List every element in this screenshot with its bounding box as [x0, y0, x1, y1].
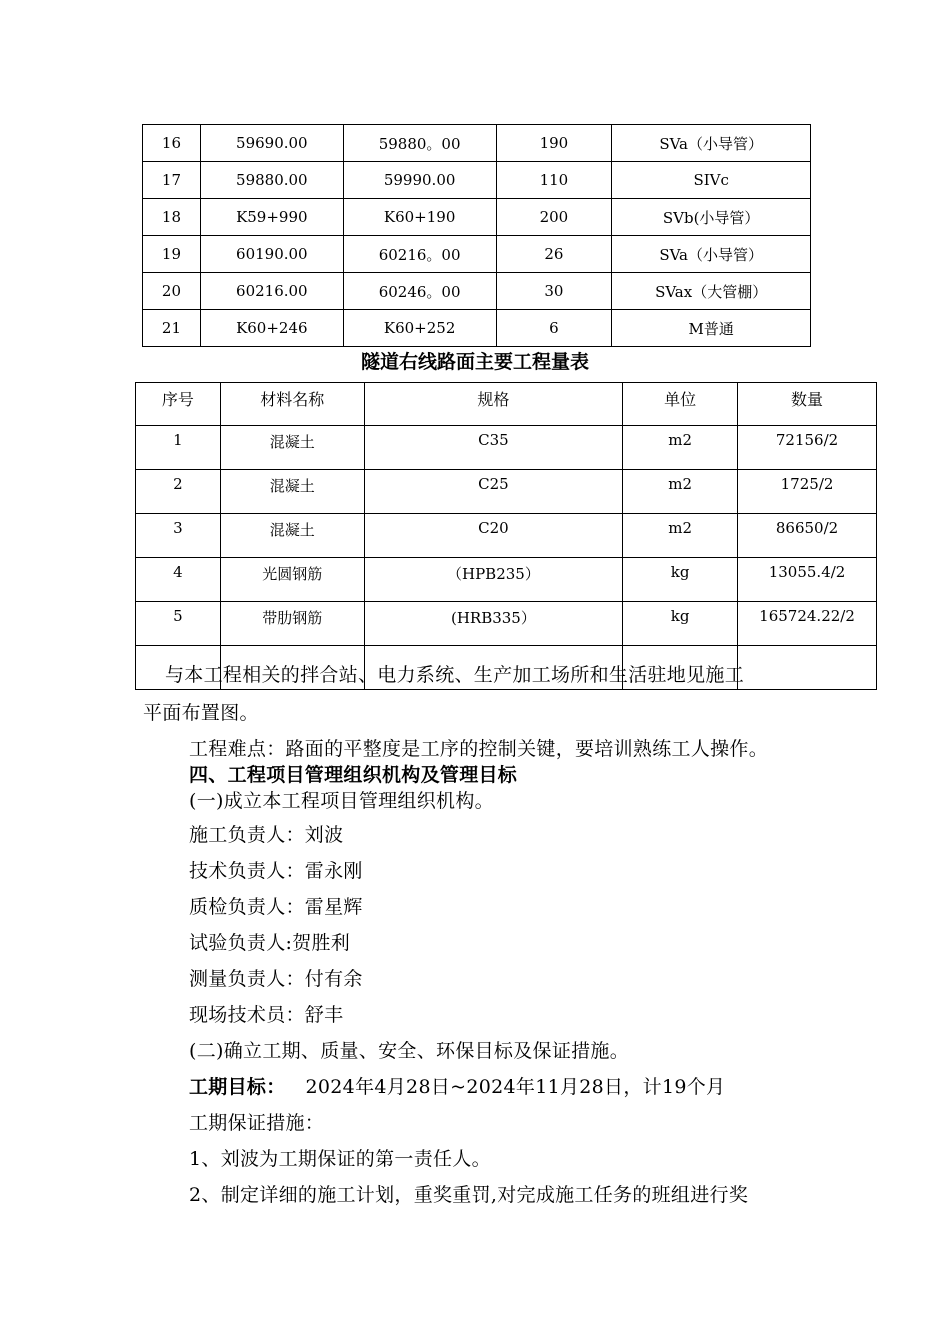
quantity-table [135, 382, 877, 690]
table-row [143, 310, 811, 347]
table-cell: 混凝土 [220, 470, 364, 514]
table-cell: 2 [136, 470, 221, 514]
table-cell: K59+990 [200, 199, 343, 236]
table-cell: 1725/2 [738, 470, 877, 514]
column-header: 材料名称 [220, 383, 364, 426]
table-cell: SVb(小导管） [612, 199, 811, 236]
table-cell: SVa（小导管） [612, 236, 811, 273]
table-cell: kg [623, 558, 738, 602]
table-row [136, 514, 877, 558]
table-cell: 4 [136, 558, 221, 602]
table-row [143, 162, 811, 199]
table-cell: 13055.4/2 [738, 558, 877, 602]
table-cell: 17 [143, 162, 201, 199]
tunnel-segment-table [142, 124, 811, 347]
table-cell: m2 [623, 470, 738, 514]
table-cell: 21 [143, 310, 201, 347]
table-cell: m2 [623, 514, 738, 558]
quantity-table-title: 隧道右线路面主要工程量表 [360, 351, 589, 373]
paragraph-line: 与本工程相关的拌合站、电力系统、生产加工场所和生活驻地见施工 [165, 664, 745, 686]
table-cell: K60+246 [200, 310, 343, 347]
table-cell: 60190.00 [200, 236, 343, 273]
table-cell: (HRB335） [364, 602, 623, 646]
column-header: 单位 [623, 383, 738, 426]
table-cell: K60+252 [343, 310, 496, 347]
table-cell: 20 [143, 273, 201, 310]
difficulty-paragraph: 工程难点：路面的平整度是工序的控制关键，要培训熟练工人操作。 [189, 738, 769, 760]
table-cell: C35 [364, 426, 623, 470]
table-cell: C25 [364, 470, 623, 514]
table-cell: 72156/2 [738, 426, 877, 470]
table-cell: 190 [496, 125, 612, 162]
table-cell: 60246。00 [343, 273, 496, 310]
table-cell: 59880.00 [200, 162, 343, 199]
table-cell: 16 [143, 125, 201, 162]
table-row [143, 199, 811, 236]
measure-item: 1、刘波为工期保证的第一责任人。 [189, 1148, 491, 1170]
table-cell: 19 [143, 236, 201, 273]
table-cell: 165724.22/2 [738, 602, 877, 646]
table-row [143, 125, 811, 162]
table-cell: SIVc [612, 162, 811, 199]
column-header: 数量 [738, 383, 877, 426]
section-heading: 四、工程项目管理组织机构及管理目标 [189, 764, 518, 786]
table-cell: 6 [496, 310, 612, 347]
table-row [136, 470, 877, 514]
table-row [136, 426, 877, 470]
table-row [136, 602, 877, 646]
table-cell: 18 [143, 199, 201, 236]
table-cell: SVax（大管棚） [612, 273, 811, 310]
measure-item: 2、制定详细的施工计划，重奖重罚,对完成施工任务的班组进行奖 [189, 1184, 749, 1206]
table-cell: 30 [496, 273, 612, 310]
table-cell: m2 [623, 426, 738, 470]
table-cell: K60+190 [343, 199, 496, 236]
paragraph-line: 平面布置图。 [143, 702, 259, 724]
measures-title: 工期保证措施： [189, 1112, 325, 1134]
column-header: 规格 [364, 383, 623, 426]
staff-line: 现场技术员：舒丰 [189, 1004, 344, 1026]
table-cell: 110 [496, 162, 612, 199]
staff-line: 质检负责人：雷星辉 [189, 896, 363, 918]
table-cell: （HPB235） [364, 558, 623, 602]
table-cell: 59990.00 [343, 162, 496, 199]
table-cell: 3 [136, 514, 221, 558]
schedule-value: 2024年4月28日~2024年11月28日，计19个月 [305, 1076, 726, 1098]
table-cell: 混凝土 [220, 514, 364, 558]
table-cell: 200 [496, 199, 612, 236]
table-cell: kg [623, 602, 738, 646]
column-header: 序号 [136, 383, 221, 426]
table-row [136, 558, 877, 602]
staff-line: 试验负责人:贺胜利 [189, 932, 351, 954]
table-cell: 光圆钢筋 [220, 558, 364, 602]
table-cell: 混凝土 [220, 426, 364, 470]
table-row [143, 273, 811, 310]
table-cell: 带肋钢筋 [220, 602, 364, 646]
table-cell: 60216。00 [343, 236, 496, 273]
staff-line: 技术负责人：雷永刚 [189, 860, 363, 882]
schedule-line [189, 1072, 725, 1099]
table-cell: 59690.00 [200, 125, 343, 162]
table-row [143, 236, 811, 273]
table-cell: 60216.00 [200, 273, 343, 310]
table-cell: 59880。00 [343, 125, 496, 162]
subsection-heading: (二)确立工期、质量、安全、环保目标及保证措施。 [189, 1040, 630, 1062]
staff-line: 施工负责人：刘波 [189, 824, 344, 846]
table-cell: 26 [496, 236, 612, 273]
table-header-row [136, 383, 877, 426]
table-cell: SVa（小导管） [612, 125, 811, 162]
subsection-heading: (一)成立本工程项目管理组织机构。 [189, 790, 494, 812]
table-cell: 1 [136, 426, 221, 470]
table-cell: C20 [364, 514, 623, 558]
table-cell: 5 [136, 602, 221, 646]
staff-line: 测量负责人：付有余 [189, 968, 363, 990]
table-cell [738, 646, 877, 690]
schedule-label: 工期目标： [189, 1076, 286, 1098]
table-cell: 86650/2 [738, 514, 877, 558]
table-cell: M普通 [612, 310, 811, 347]
